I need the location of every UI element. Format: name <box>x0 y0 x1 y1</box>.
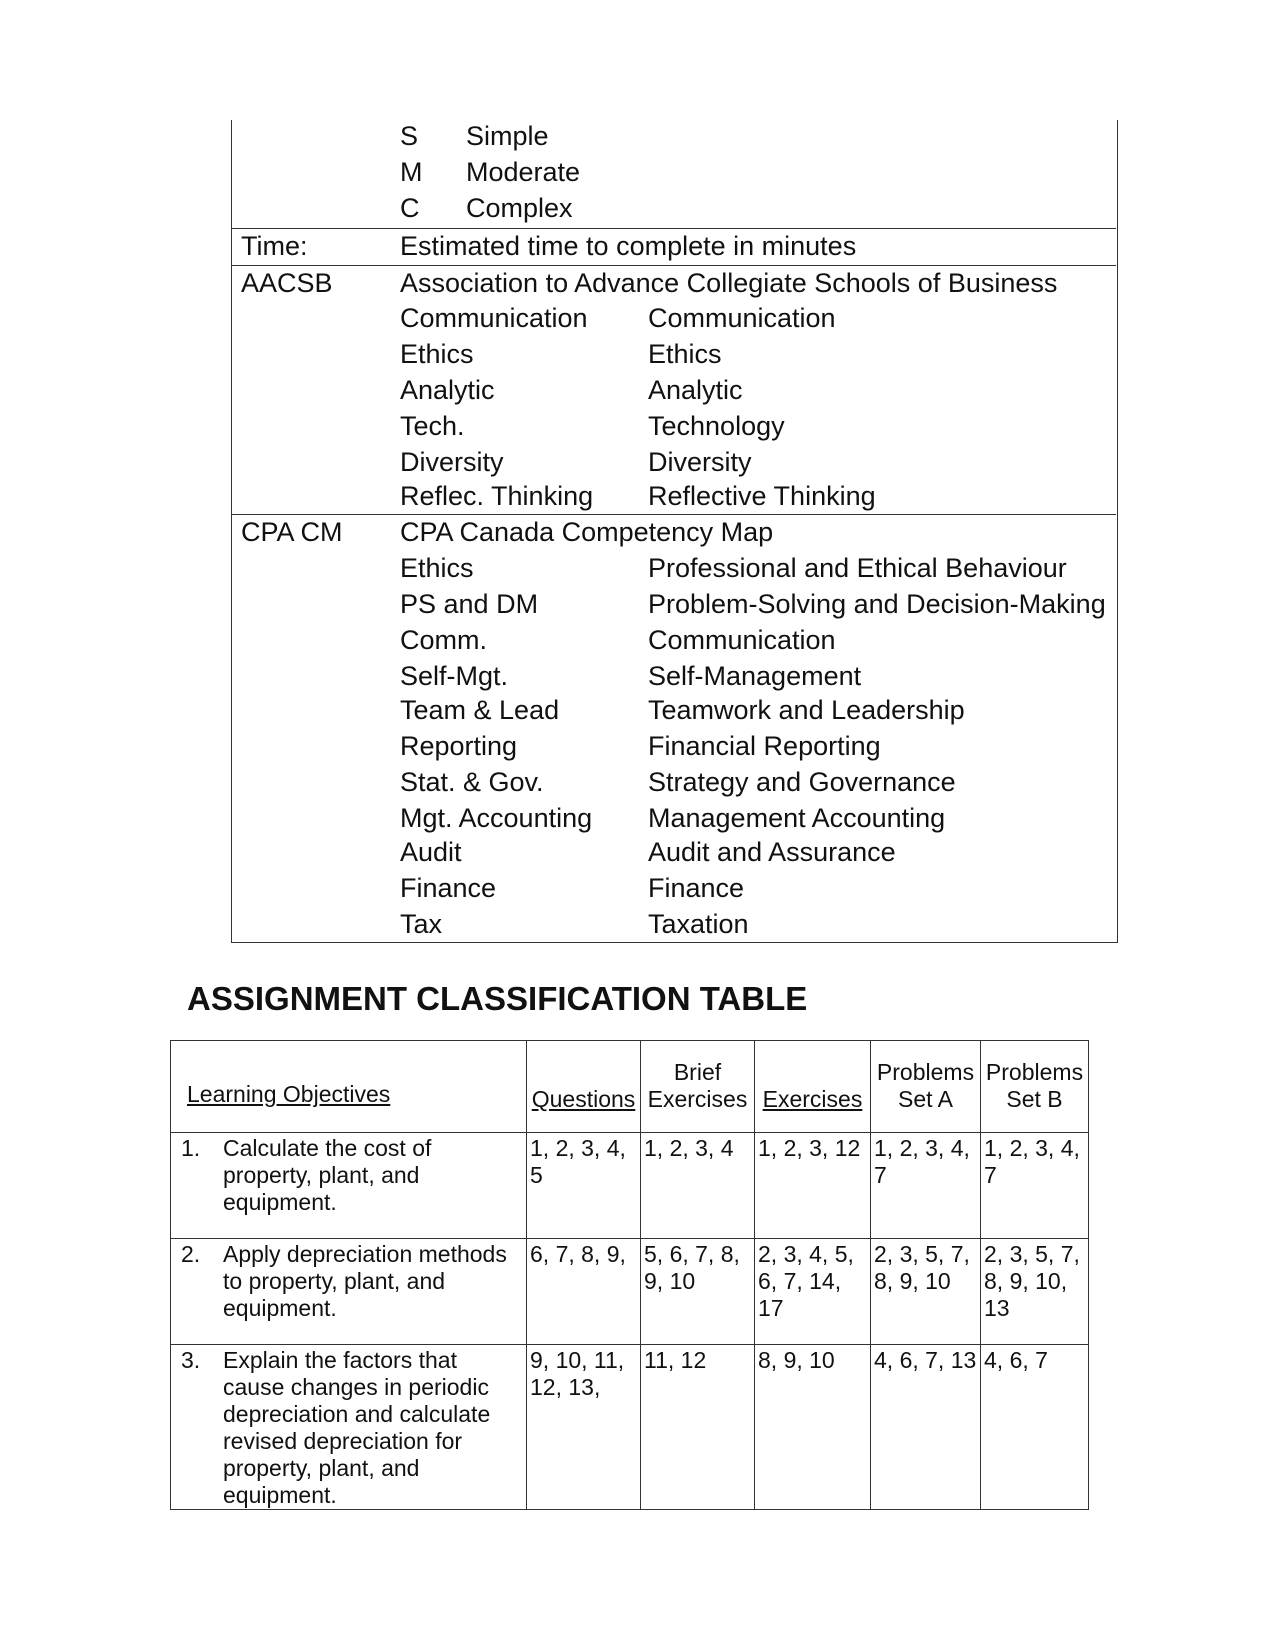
table-row <box>171 1239 1089 1345</box>
aacsb-full: Reflective Thinking <box>648 481 876 511</box>
cpa-full: Problem-Solving and Decision-Making <box>648 589 1106 619</box>
table-row <box>171 1133 1089 1239</box>
difficulty-code: M <box>400 157 423 187</box>
header-exercises: Exercises <box>755 1041 871 1133</box>
divider-time <box>231 228 1116 229</box>
aacsb-abbr: Analytic <box>400 375 495 405</box>
aacsb-abbr: Diversity <box>400 447 504 477</box>
objective-cell <box>171 1345 527 1510</box>
objective-number: 2. <box>181 1241 201 1267</box>
exercises-cell: 2, 3, 4, 5, 6, 7, 14, 17 <box>755 1239 871 1345</box>
header-questions: Questions <box>527 1041 641 1133</box>
cpa-full: Financial Reporting <box>648 731 881 761</box>
questions-cell: 6, 7, 8, 9, <box>527 1239 641 1345</box>
cpa-full: Taxation <box>648 909 749 939</box>
brief-exercises-cell: 1, 2, 3, 4 <box>641 1133 755 1239</box>
brief-exercises-cell: 5, 6, 7, 8, 9, 10 <box>641 1239 755 1345</box>
cpa-abbr: Mgt. Accounting <box>400 803 593 833</box>
problems-set-b-cell: 4, 6, 7 <box>981 1345 1089 1510</box>
cpa-full: Teamwork and Leadership <box>648 695 965 725</box>
aacsb-abbr: Tech. <box>400 411 465 441</box>
questions-cell: 1, 2, 3, 4, 5 <box>527 1133 641 1239</box>
cpa-abbr: Ethics <box>400 553 474 583</box>
cpa-full: Management Accounting <box>648 803 946 833</box>
problems-set-b-cell: 1, 2, 3, 4, 7 <box>981 1133 1089 1239</box>
classification-table <box>170 1040 1089 1510</box>
aacsb-full: Diversity <box>648 447 752 477</box>
objective-text: Explain the factors that cause changes in periodic depreciation and calculate revised depreciation for property, plant, and equipment. <box>223 1347 491 1508</box>
cpa-abbr: Team & Lead <box>400 695 560 725</box>
cpa-full: Finance <box>648 873 745 903</box>
aacsb-key: AACSB <box>241 268 333 298</box>
cpa-abbr: Comm. <box>400 625 487 655</box>
cpa-abbr: Finance <box>400 873 497 903</box>
header-problems-set-a: Problems Set A <box>871 1041 981 1133</box>
divider-aacsb <box>231 265 1116 266</box>
header-brief-exercises: Brief Exercises <box>641 1041 755 1133</box>
aacsb-abbr: Communication <box>400 303 588 333</box>
brief-exercises-cell: 11, 12 <box>641 1345 755 1510</box>
difficulty-label: Moderate <box>466 157 581 187</box>
aacsb-full: Communication <box>648 303 836 333</box>
objective-text: Apply depreciation methods to property, plant, and equipment. <box>223 1241 507 1321</box>
objective-cell <box>171 1133 527 1239</box>
cpa-abbr: Self-Mgt. <box>400 661 509 691</box>
cpa-full: Professional and Ethical Behaviour <box>648 553 1067 583</box>
table-row <box>171 1345 1089 1510</box>
header-problems-set-b: Problems Set B <box>981 1041 1089 1133</box>
difficulty-code: S <box>400 121 419 151</box>
problems-set-a-cell: 4, 6, 7, 13 <box>871 1345 981 1510</box>
aacsb-abbr: Ethics <box>400 339 474 369</box>
header-row <box>171 1041 1089 1133</box>
cpa-full: Self-Management <box>648 661 862 691</box>
time-desc: Estimated time to complete in minutes <box>400 231 857 261</box>
problems-set-b-cell: 2, 3, 5, 7, 8, 9, 10, 13 <box>981 1239 1089 1345</box>
cpa-abbr: Reporting <box>400 731 518 761</box>
cpa-key: CPA CM <box>241 517 343 547</box>
header-learning-objectives: Learning Objectives <box>171 1041 527 1133</box>
problems-set-a-cell: 2, 3, 5, 7, 8, 9, 10 <box>871 1239 981 1345</box>
section-heading: ASSIGNMENT CLASSIFICATION TABLE <box>187 980 808 1017</box>
time-key: Time: <box>241 231 308 261</box>
cpa-full: Communication <box>648 625 836 655</box>
aacsb-desc: Association to Advance Collegiate Schools of Business <box>400 268 1058 298</box>
difficulty-label: Simple <box>466 121 549 151</box>
cpa-desc: CPA Canada Competency Map <box>400 517 774 547</box>
cpa-full: Strategy and Governance <box>648 767 956 797</box>
cpa-abbr: Stat. & Gov. <box>400 767 544 797</box>
aacsb-full: Analytic <box>648 375 743 405</box>
aacsb-full: Technology <box>648 411 785 441</box>
divider-cpa <box>231 514 1116 515</box>
objective-text: Calculate the cost of property, plant, and equipment. <box>223 1135 432 1215</box>
cpa-abbr: Tax <box>400 909 443 939</box>
cpa-full: Audit and Assurance <box>648 837 896 867</box>
aacsb-full: Ethics <box>648 339 722 369</box>
problems-set-a-cell: 1, 2, 3, 4, 7 <box>871 1133 981 1239</box>
aacsb-abbr: Reflec. Thinking <box>400 481 594 511</box>
cpa-abbr: Audit <box>400 837 462 867</box>
exercises-cell: 1, 2, 3, 12 <box>755 1133 871 1239</box>
questions-cell: 9, 10, 11, 12, 13, <box>527 1345 641 1510</box>
exercises-cell: 8, 9, 10 <box>755 1345 871 1510</box>
objective-number: 3. <box>181 1347 201 1373</box>
objective-cell <box>171 1239 527 1345</box>
difficulty-code: C <box>400 193 420 223</box>
cpa-abbr: PS and DM <box>400 589 539 619</box>
difficulty-label: Complex <box>466 193 573 223</box>
objective-number: 1. <box>181 1135 201 1161</box>
